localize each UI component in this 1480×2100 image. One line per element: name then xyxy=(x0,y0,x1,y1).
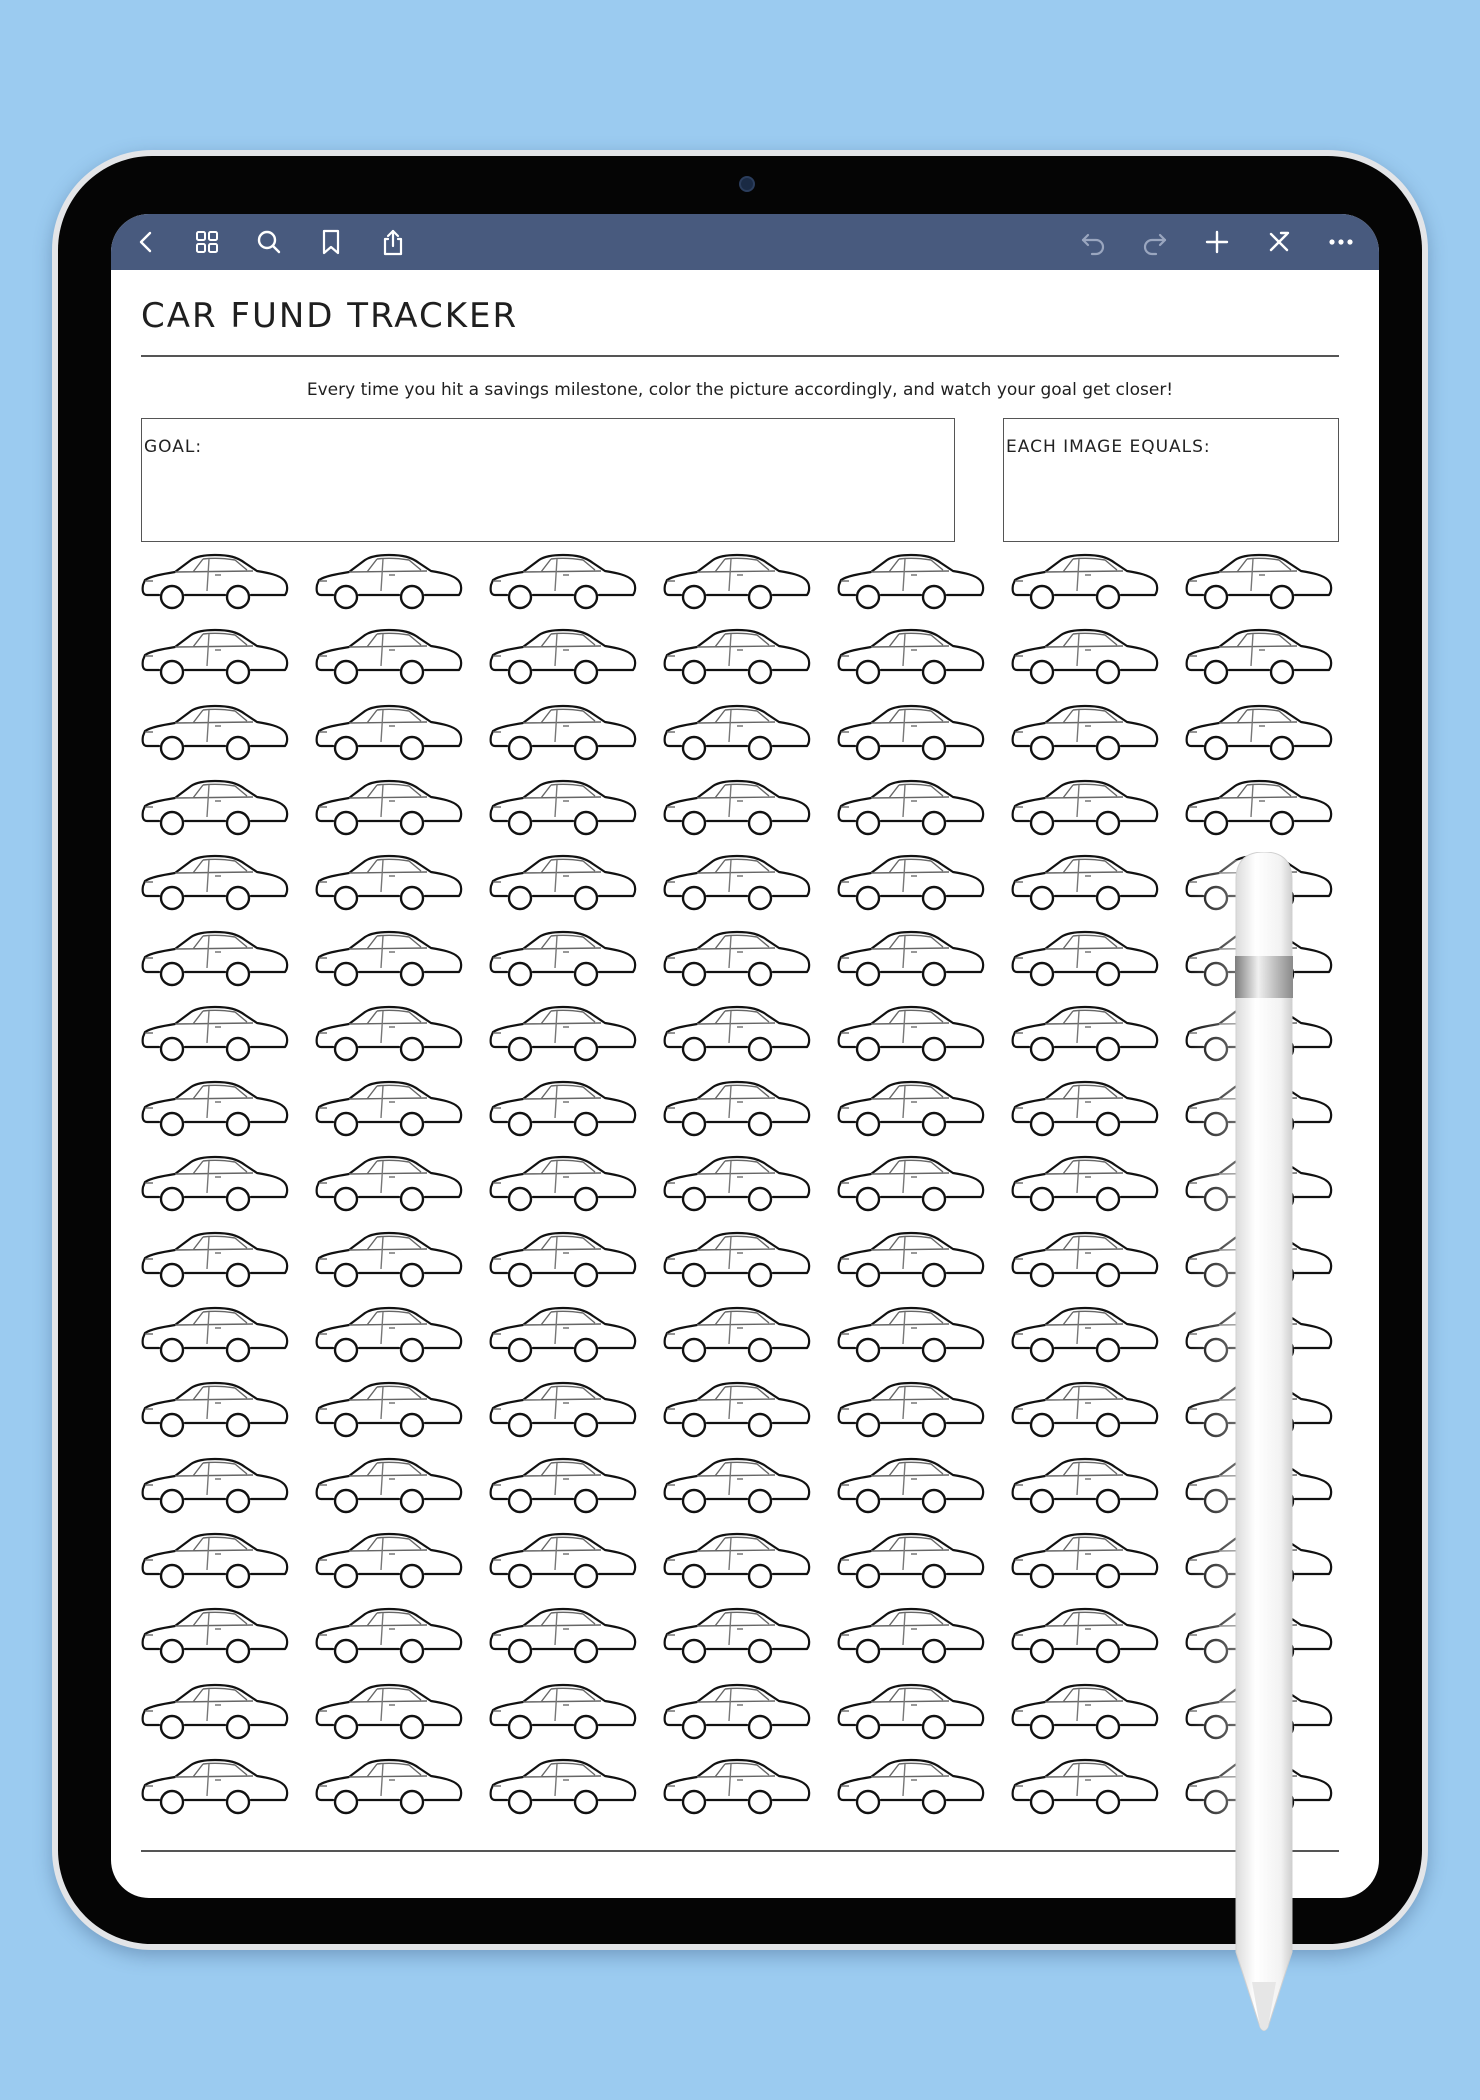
car-outline-icon xyxy=(141,930,289,990)
car-outline-icon xyxy=(141,1758,289,1818)
car-cell[interactable] xyxy=(1011,930,1159,990)
car-outline-icon xyxy=(141,1381,289,1441)
car-outline-icon xyxy=(837,1381,985,1441)
car-cell[interactable] xyxy=(837,1683,985,1743)
car-cell[interactable] xyxy=(663,1306,811,1366)
car-outline-icon xyxy=(489,1155,637,1215)
car-cell[interactable] xyxy=(837,1758,985,1818)
car-outline-icon xyxy=(837,1532,985,1592)
tablet-bezel xyxy=(58,156,1422,1944)
car-cell[interactable] xyxy=(1011,1155,1159,1215)
car-cell[interactable] xyxy=(663,1231,811,1291)
car-outline-icon xyxy=(1011,1607,1159,1667)
car-outline-icon xyxy=(663,1381,811,1441)
car-cell[interactable] xyxy=(141,1381,289,1441)
car-outline-icon xyxy=(837,1306,985,1366)
car-cell[interactable] xyxy=(837,553,985,613)
car-outline-icon xyxy=(141,553,289,613)
car-cell[interactable] xyxy=(1011,1683,1159,1743)
car-outline-icon xyxy=(141,1683,289,1743)
car-cell[interactable] xyxy=(1011,628,1159,688)
car-cell[interactable] xyxy=(141,779,289,839)
goal-label: GOAL: xyxy=(144,437,203,457)
car-cell[interactable] xyxy=(315,553,463,613)
car-outline-icon xyxy=(1011,1005,1159,1065)
each-image-equals-field[interactable] xyxy=(1003,418,1339,542)
grid-icon[interactable] xyxy=(187,222,227,262)
car-cell[interactable] xyxy=(837,1381,985,1441)
car-outline-icon xyxy=(1011,854,1159,914)
car-cell[interactable] xyxy=(663,930,811,990)
car-outline-icon xyxy=(489,1306,637,1366)
car-outline-icon xyxy=(1011,1683,1159,1743)
car-outline-icon xyxy=(315,1155,463,1215)
car-outline-icon xyxy=(663,628,811,688)
car-cell[interactable] xyxy=(663,1005,811,1065)
car-cell[interactable] xyxy=(141,553,289,613)
close-icon[interactable] xyxy=(1259,222,1299,262)
car-outline-icon xyxy=(663,1080,811,1140)
car-outline-icon xyxy=(141,1155,289,1215)
car-outline-icon xyxy=(1011,1457,1159,1517)
car-cell[interactable] xyxy=(315,1683,463,1743)
car-outline-icon xyxy=(1185,704,1333,764)
tablet-device xyxy=(52,150,1428,1950)
car-cell[interactable] xyxy=(489,1381,637,1441)
car-cell[interactable] xyxy=(141,1231,289,1291)
car-outline-icon xyxy=(1011,1080,1159,1140)
car-cell[interactable] xyxy=(1011,1080,1159,1140)
car-outline-icon xyxy=(663,1005,811,1065)
car-outline-icon xyxy=(315,1532,463,1592)
car-outline-icon xyxy=(141,628,289,688)
redo-icon[interactable] xyxy=(1135,222,1175,262)
car-cell[interactable] xyxy=(141,1155,289,1215)
car-outline-icon xyxy=(141,1080,289,1140)
car-outline-icon xyxy=(315,628,463,688)
car-cell[interactable] xyxy=(1011,1381,1159,1441)
car-outline-icon xyxy=(837,1005,985,1065)
car-outline-icon xyxy=(489,1758,637,1818)
car-cell[interactable] xyxy=(837,1306,985,1366)
car-cell[interactable] xyxy=(663,704,811,764)
car-outline-icon xyxy=(1011,1758,1159,1818)
car-outline-icon xyxy=(1185,553,1333,613)
goal-field[interactable] xyxy=(141,418,955,542)
car-cell[interactable] xyxy=(315,1080,463,1140)
car-cell[interactable] xyxy=(489,704,637,764)
car-cell[interactable] xyxy=(1185,553,1333,613)
planner-page xyxy=(111,270,1379,1898)
car-cell[interactable] xyxy=(489,930,637,990)
car-outline-icon xyxy=(315,854,463,914)
more-icon[interactable] xyxy=(1321,222,1361,262)
car-cell[interactable] xyxy=(141,1005,289,1065)
car-outline-icon xyxy=(141,1306,289,1366)
car-outline-icon xyxy=(663,930,811,990)
car-outline-icon xyxy=(837,854,985,914)
car-cell[interactable] xyxy=(315,1758,463,1818)
car-outline-icon xyxy=(141,1532,289,1592)
car-cell[interactable] xyxy=(663,1155,811,1215)
page-subtitle: Every time you hit a savings milestone, color the picture accordingly, and watch your goal get closer! xyxy=(306,380,1174,400)
car-cell[interactable] xyxy=(141,1607,289,1667)
car-outline-icon xyxy=(837,1457,985,1517)
car-cell[interactable] xyxy=(315,930,463,990)
car-outline-icon xyxy=(141,854,289,914)
car-outline-icon xyxy=(663,553,811,613)
car-outline-icon xyxy=(489,1532,637,1592)
car-cell[interactable] xyxy=(489,854,637,914)
car-outline-icon xyxy=(1011,704,1159,764)
bottom-divider xyxy=(141,1850,1339,1852)
car-outline-icon xyxy=(663,1607,811,1667)
car-cell[interactable] xyxy=(1185,628,1333,688)
car-cell[interactable] xyxy=(1011,1005,1159,1065)
car-outline-icon xyxy=(315,779,463,839)
car-outline-icon xyxy=(663,854,811,914)
car-cell[interactable] xyxy=(489,1607,637,1667)
car-cell[interactable] xyxy=(1185,704,1333,764)
car-outline-icon xyxy=(1011,553,1159,613)
car-outline-icon xyxy=(315,704,463,764)
car-cell[interactable] xyxy=(315,628,463,688)
car-cell[interactable] xyxy=(837,1080,985,1140)
car-outline-icon xyxy=(489,1457,637,1517)
car-cell[interactable] xyxy=(837,628,985,688)
car-cell[interactable] xyxy=(141,1306,289,1366)
car-outline-icon xyxy=(837,779,985,839)
car-outline-icon xyxy=(315,1457,463,1517)
car-cell[interactable] xyxy=(489,1683,637,1743)
car-outline-icon xyxy=(141,1005,289,1065)
car-outline-icon xyxy=(315,1231,463,1291)
car-outline-icon xyxy=(141,1231,289,1291)
car-cell[interactable] xyxy=(141,930,289,990)
car-cell[interactable] xyxy=(663,1683,811,1743)
car-outline-icon xyxy=(315,1607,463,1667)
car-outline-icon xyxy=(489,1005,637,1065)
car-cell[interactable] xyxy=(663,854,811,914)
car-cell[interactable] xyxy=(315,1005,463,1065)
car-outline-icon xyxy=(315,930,463,990)
car-outline-icon xyxy=(1185,779,1333,839)
car-outline-icon xyxy=(1185,628,1333,688)
car-outline-icon xyxy=(489,930,637,990)
car-cell[interactable] xyxy=(663,1532,811,1592)
car-cell[interactable] xyxy=(837,704,985,764)
car-cell[interactable] xyxy=(663,553,811,613)
car-cell[interactable] xyxy=(141,1080,289,1140)
car-cell[interactable] xyxy=(663,1080,811,1140)
car-outline-icon xyxy=(141,1607,289,1667)
car-cell[interactable] xyxy=(489,628,637,688)
car-outline-icon xyxy=(663,1758,811,1818)
car-cell[interactable] xyxy=(141,628,289,688)
car-cell[interactable] xyxy=(489,1457,637,1517)
car-cell[interactable] xyxy=(489,553,637,613)
car-cell[interactable] xyxy=(489,1532,637,1592)
car-outline-icon xyxy=(315,1306,463,1366)
car-cell[interactable] xyxy=(315,704,463,764)
car-outline-icon xyxy=(489,779,637,839)
undo-icon[interactable] xyxy=(1073,222,1113,262)
car-cell[interactable] xyxy=(1011,704,1159,764)
car-outline-icon xyxy=(663,779,811,839)
car-cell[interactable] xyxy=(837,1532,985,1592)
car-cell[interactable] xyxy=(489,1005,637,1065)
car-outline-icon xyxy=(489,553,637,613)
car-outline-icon xyxy=(837,1683,985,1743)
car-outline-icon xyxy=(315,553,463,613)
car-cell[interactable] xyxy=(663,1457,811,1517)
car-cell[interactable] xyxy=(489,1080,637,1140)
car-cell[interactable] xyxy=(1011,1607,1159,1667)
car-cell[interactable] xyxy=(837,854,985,914)
page-title: CAR FUND TRACKER xyxy=(141,296,519,336)
car-outline-icon xyxy=(837,1155,985,1215)
bookmark-icon[interactable] xyxy=(311,222,351,262)
car-cell[interactable] xyxy=(141,1457,289,1517)
car-cell[interactable] xyxy=(315,1306,463,1366)
car-outline-icon xyxy=(837,930,985,990)
car-outline-icon xyxy=(489,854,637,914)
car-cell[interactable] xyxy=(1185,779,1333,839)
car-cell[interactable] xyxy=(141,1683,289,1743)
car-outline-icon xyxy=(837,1231,985,1291)
car-cell[interactable] xyxy=(315,1607,463,1667)
top-toolbar xyxy=(111,214,1379,270)
plus-icon[interactable] xyxy=(1197,222,1237,262)
car-cell[interactable] xyxy=(1011,779,1159,839)
car-outline-icon xyxy=(837,1758,985,1818)
car-outline-icon xyxy=(315,1381,463,1441)
title-divider xyxy=(141,355,1339,357)
car-outline-icon xyxy=(141,779,289,839)
car-outline-icon xyxy=(489,1381,637,1441)
car-outline-icon xyxy=(141,1457,289,1517)
car-cell[interactable] xyxy=(489,779,637,839)
car-outline-icon xyxy=(837,628,985,688)
car-outline-icon xyxy=(663,1155,811,1215)
car-outline-icon xyxy=(837,704,985,764)
car-outline-icon xyxy=(489,628,637,688)
car-cell[interactable] xyxy=(489,1231,637,1291)
car-outline-icon xyxy=(141,704,289,764)
car-cell[interactable] xyxy=(315,1457,463,1517)
car-outline-icon xyxy=(1011,779,1159,839)
car-cell[interactable] xyxy=(1011,1532,1159,1592)
share-icon[interactable] xyxy=(373,222,413,262)
car-cell[interactable] xyxy=(1011,1231,1159,1291)
car-outline-icon xyxy=(663,1532,811,1592)
car-cell[interactable] xyxy=(315,1231,463,1291)
car-outline-icon xyxy=(315,1005,463,1065)
car-outline-icon xyxy=(1011,1155,1159,1215)
car-cell[interactable] xyxy=(315,779,463,839)
car-outline-icon xyxy=(663,1683,811,1743)
car-cell[interactable] xyxy=(489,1758,637,1818)
car-cell[interactable] xyxy=(837,779,985,839)
search-icon[interactable] xyxy=(249,222,289,262)
car-cell[interactable] xyxy=(315,1532,463,1592)
car-outline-icon xyxy=(663,1231,811,1291)
car-cell[interactable] xyxy=(663,1607,811,1667)
car-outline-icon xyxy=(489,1683,637,1743)
app-screen xyxy=(111,214,1379,1898)
car-cell[interactable] xyxy=(663,1758,811,1818)
car-outline-icon xyxy=(1011,628,1159,688)
car-cell[interactable] xyxy=(1011,854,1159,914)
car-cell[interactable] xyxy=(837,1231,985,1291)
car-outline-icon xyxy=(315,1080,463,1140)
car-cell[interactable] xyxy=(141,854,289,914)
car-cell[interactable] xyxy=(837,1607,985,1667)
camera-icon xyxy=(739,176,755,192)
stylus-pencil xyxy=(1234,852,1294,2032)
car-cell[interactable] xyxy=(315,1381,463,1441)
car-outline-icon xyxy=(315,1758,463,1818)
car-cell[interactable] xyxy=(1011,553,1159,613)
car-outline-icon xyxy=(315,1683,463,1743)
car-outline-icon xyxy=(489,704,637,764)
car-outline-icon xyxy=(837,553,985,613)
car-outline-icon xyxy=(663,1457,811,1517)
car-cell[interactable] xyxy=(1011,1306,1159,1366)
car-cell[interactable] xyxy=(663,628,811,688)
car-outline-icon xyxy=(1011,1532,1159,1592)
car-cell[interactable] xyxy=(141,1758,289,1818)
car-outline-icon xyxy=(837,1080,985,1140)
car-outline-icon xyxy=(1011,930,1159,990)
car-cell[interactable] xyxy=(663,1381,811,1441)
car-cell[interactable] xyxy=(141,704,289,764)
car-cell[interactable] xyxy=(489,1155,637,1215)
car-cell[interactable] xyxy=(1011,1758,1159,1818)
car-outline-icon xyxy=(837,1607,985,1667)
car-cell[interactable] xyxy=(315,854,463,914)
car-cell[interactable] xyxy=(837,1457,985,1517)
car-outline-icon xyxy=(489,1607,637,1667)
car-cell[interactable] xyxy=(1011,1457,1159,1517)
car-outline-icon xyxy=(489,1080,637,1140)
each-image-equals-label: EACH IMAGE EQUALS: xyxy=(1006,437,1211,457)
back-icon[interactable] xyxy=(127,222,167,262)
car-outline-icon xyxy=(1011,1231,1159,1291)
car-cell[interactable] xyxy=(837,1005,985,1065)
car-outline-icon xyxy=(663,1306,811,1366)
car-cell[interactable] xyxy=(837,930,985,990)
car-outline-icon xyxy=(1011,1381,1159,1441)
car-cell[interactable] xyxy=(141,1532,289,1592)
car-outline-icon xyxy=(489,1231,637,1291)
car-cell[interactable] xyxy=(837,1155,985,1215)
car-cell[interactable] xyxy=(663,779,811,839)
car-cell[interactable] xyxy=(489,1306,637,1366)
car-cell[interactable] xyxy=(315,1155,463,1215)
car-outline-icon xyxy=(663,704,811,764)
car-outline-icon xyxy=(1011,1306,1159,1366)
